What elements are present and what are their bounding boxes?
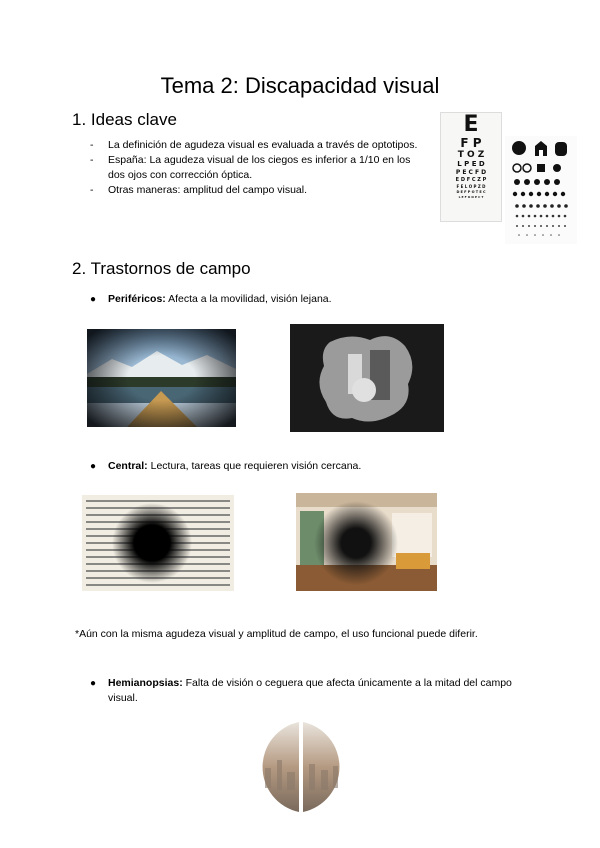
bullet-text: Afecta a la movilidad, visión lejana. xyxy=(165,293,332,305)
bullet-central xyxy=(90,459,362,474)
section-1-heading: 1. Ideas clave xyxy=(72,110,177,129)
snellen-chart-image: E F P T O Z L P E D P E C F D E D F C Z P F E L O P Z D D E F P O T E C L E F O D P C T xyxy=(440,112,502,222)
bullet-text: Falta de visión o ceguera que afecta únicamente a la mitad del campo visual. xyxy=(108,677,512,704)
central-text-scotoma-image xyxy=(82,495,234,591)
bullet-hemianopsias xyxy=(90,676,528,706)
central-room-scotoma-image xyxy=(296,493,437,591)
hemianopsia-image xyxy=(247,720,355,814)
bullet-perifericos xyxy=(90,292,332,307)
bullet-label: Hemianopsias: xyxy=(108,677,183,689)
page-title: Tema 2: Discapacidad visual xyxy=(160,73,440,98)
list-item: - Otras maneras: amplitud del campo visual. xyxy=(90,183,430,198)
bullet-text: Lectura, tareas que requieren visión cercana. xyxy=(147,460,362,472)
key-ideas-list xyxy=(90,138,430,198)
bullet-icon: ● xyxy=(90,294,97,305)
list-item: - España: La agudeza visual de los ciegos es inferior a 1/10 en los dos ojos con corrección óptica. xyxy=(90,153,430,183)
bullet-label: Periféricos: xyxy=(108,293,166,305)
symbol-chart-image xyxy=(505,136,577,244)
bullet-label: Central: xyxy=(108,460,148,472)
peripheral-landscape-image xyxy=(87,329,236,427)
peripheral-tunnel-image xyxy=(290,324,444,432)
list-item: - La definición de agudeza visual es evaluada a través de optotipos. xyxy=(90,138,430,153)
note-text: *Aún con la misma agudeza visual y amplitud de campo, el uso funcional puede diferir. xyxy=(75,628,478,640)
section-2-heading: 2. Trastornos de campo xyxy=(72,259,251,278)
bullet-icon: ● xyxy=(90,678,97,689)
bullet-icon: ● xyxy=(90,461,97,472)
